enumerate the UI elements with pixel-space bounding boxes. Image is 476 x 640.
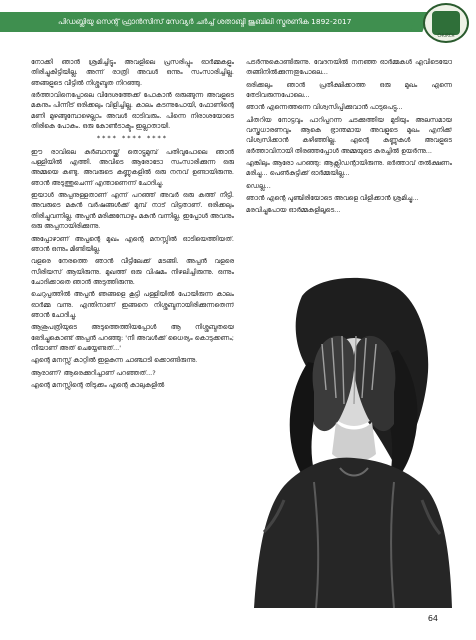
left-column [31,57,234,617]
left-paragraph-10: ആരാണ്? ആരെക്കുറിച്ചാണ് പറഞ്ഞത്...? [31,368,156,377]
left-paragraph-11: എന്റെ മനസ്സിന്റെ തിടുക്കം എന്റെ കാലുകളിൽ [31,380,165,389]
left-paragraph-7: ചെറുപ്പത്തിൽ അപ്പൻ ഞങ്ങളെ കൂട്ടി പള്ളിയിൽ പോയിരുന്ന കാലം ഓർമ്മ വന്നു. എന്തിനാണ് ഇങ്ങനെ നിശ്ശബ്ദനായിരിക്കുന്നതെന്ന് ഞാൻ ചോദിച്ചു. [31,290,234,319]
left-paragraph-8: ആശുപത്രിയുടെ അടുത്തെത്തിയപ്പോൾ ആ നിശ്ശബ്ദതയെ ഭേദിച്ചുകൊണ്ട് അപ്പൻ പറഞ്ഞു: 'നീ അവൾക്ക് ധൈര്യം കൊടുക്കണം; നീയാണ് അത് ചെയ്യേണ്ടത്...' [31,323,234,352]
left-paragraph-9: എന്റെ മനസ്സ് കാറ്റിൽ ഇളകുന്ന ചാഞ്ചാടി ക്കൊണ്ടിരുന്നു. [31,356,198,365]
left-paragraph-2: ഭർത്താവിനെപ്പോലെ വിദേശത്തേക്ക് പോകാൻ ഒരുങ്ങുന്ന അവളുടെ മകനും പിന്നീട് ഒരിക്കലും വിളിച്ചില്ല. കാലം കടന്നുപോയി, ഫോണിന്റെ മണി മുഴങ്ങുമ്പോഴെല്ലാം അവൾ ഓടിവരും. പിന്നെ നിരാശയോടെ തിരികെ പോകും. ഒരു കോൺടാക്ടും ഇല്ലാതായി. [31,91,234,131]
header-title: പിഡബ്ലിയു സെന്റ് ഫ്രാൻസിസ് സേവ്യർ ചർച്ച് ശതാബ്ദി ജൂബിലി സ്മരണിക 1892-2017 [58,17,352,26]
right-paragraph-4: ചിതറിയ നോട്ടവും പാറിപ്പറന്ന ചടക്കുത്തിയ മുടിയും അലസമായ വസ്ത്രധാരണവും ആകെ ഭ്രാന്തമായ അവളുടെ മുഖം എനിക്ക് വിശ്വസിക്കാൻ കഴിഞ്ഞില്ല. എന്റെ കണ്ണുകൾ അവളുടെ ഭർത്താവിനായി തിരഞ്ഞപ്പോൾ അമ്മയുടെ കരച്ചിൽ ഉയർന്നു... [246,115,452,155]
crest-label: CHURCH [437,33,455,38]
right-paragraph-8: മരവിച്ചുപോയ ഓർമ്മകളിലൂടെ... [246,206,341,215]
right-column [246,57,452,261]
left-paragraph-6: വളരെ നേരത്തെ ഞാൻ വീട്ടിലേക്ക് മടങ്ങി. അപ്പൻ വളരെ സീരിയസ് ആയിരുന്നു. മുഖത്ത് ഒരു വിഷമം നിഴലിച്ചിരുന്നു. ഒന്നും ചോദിക്കാതെ ഞാൻ അടുത്തിരുന്നു. [31,257,234,286]
left-paragraph-5: അപ്പോഴാണ് അപ്പന്റെ മുഖം എന്റെ മനസ്സിൽ ഓടിയെത്തിയത്. ഞാൻ ഒന്നും മിണ്ടിയില്ല. [31,234,234,253]
left-paragraph-3: ഈ രാവിലെ കുർബാനയ്ക്ക് തൊട്ടുമുമ്പ് പതിവുപോലെ ഞാൻ പള്ളിയിൽ എത്തി. അവിടെ ആരോടോ സംസാരിക്കുന്ന ഒരു അമ്മയെ കണ്ടു. അവരുടെ കണ്ണുകളിൽ ഒരു നനവ് ഉണ്ടായിരുന്നു. ഞാൻ അടുത്തുചെന്ന് എന്താണെന്ന് ചോദിച്ചു. [31,147,234,187]
right-paragraph-6: ഡെല്ല... [246,181,271,190]
grieving-woman-illustration-icon [244,272,456,608]
church-crest-icon [423,3,469,43]
right-paragraph-7: ഞാൻ എന്റെ പുഞ്ചിരിയോടെ അവളെ വിളിക്കാൻ ശ്രമിച്ചു... [246,194,419,203]
section-separator: **** **** **** [96,134,169,143]
right-paragraph-3: ഞാൻ എന്നെത്തന്നെ വിശ്വസിപ്പിക്കുവാൻ പാടുപെട്ടു... [246,103,403,112]
left-paragraph-1: നോക്കി ഞാൻ ശ്രമിച്ചിട്ടും അവളിലെ പ്രസരിപ്പും ഓർമ്മകളും തിരിച്ചുകിട്ടിയില്ല. അന്ന് രാത്രി അവൾ ഒന്നും സംസാരിച്ചില്ല. ഞങ്ങളുടെ വീട്ടിൽ നിശ്ശബ്ദത നിറഞ്ഞു. [31,58,234,87]
page-number: 64 [427,614,438,623]
right-paragraph-1: പടർന്നുകൊണ്ടിരുന്നു. വേദനയിൽ നനഞ്ഞ ഓർമ്മകൾ എവിടെയോ തങ്ങിനിൽക്കുന്നതുപോലെ... [246,58,452,77]
page-header [0,0,476,44]
right-paragraph-2: ഒരിക്കലും ഞാൻ പ്രതീക്ഷിക്കാത്ത ഒരു മുഖം എന്നെ തേടിവരുന്നപോലെ... [246,80,452,100]
left-paragraph-4: ഇയാൾ അപ്പനുള്ളതാണ് എന്ന് പറഞ്ഞ് അവർ ഒരു കത്ത് നീട്ടി. അവരുടെ മകൻ വർഷങ്ങൾക്ക് മുമ്പ് നാട് വിട്ടതാണ്. ഒരിക്കലും തിരിച്ചുവന്നില്ല. അപ്പൻ മരിക്കുമ്പോഴും മകൻ വന്നില്ല. ഇപ്പോൾ അവനും ഒരു അപ്പനായിരിക്കുന്നു. [31,191,234,231]
right-paragraph-5: എങ്കിലും ആരോ പറഞ്ഞു: ആക്സിഡന്റായിരുന്നു. ഭർത്താവ് തൽക്ഷണം മരിച്ചു... പെൺകുട്ടിക്ക് ഓർമ്മയില്ല... [246,159,452,178]
